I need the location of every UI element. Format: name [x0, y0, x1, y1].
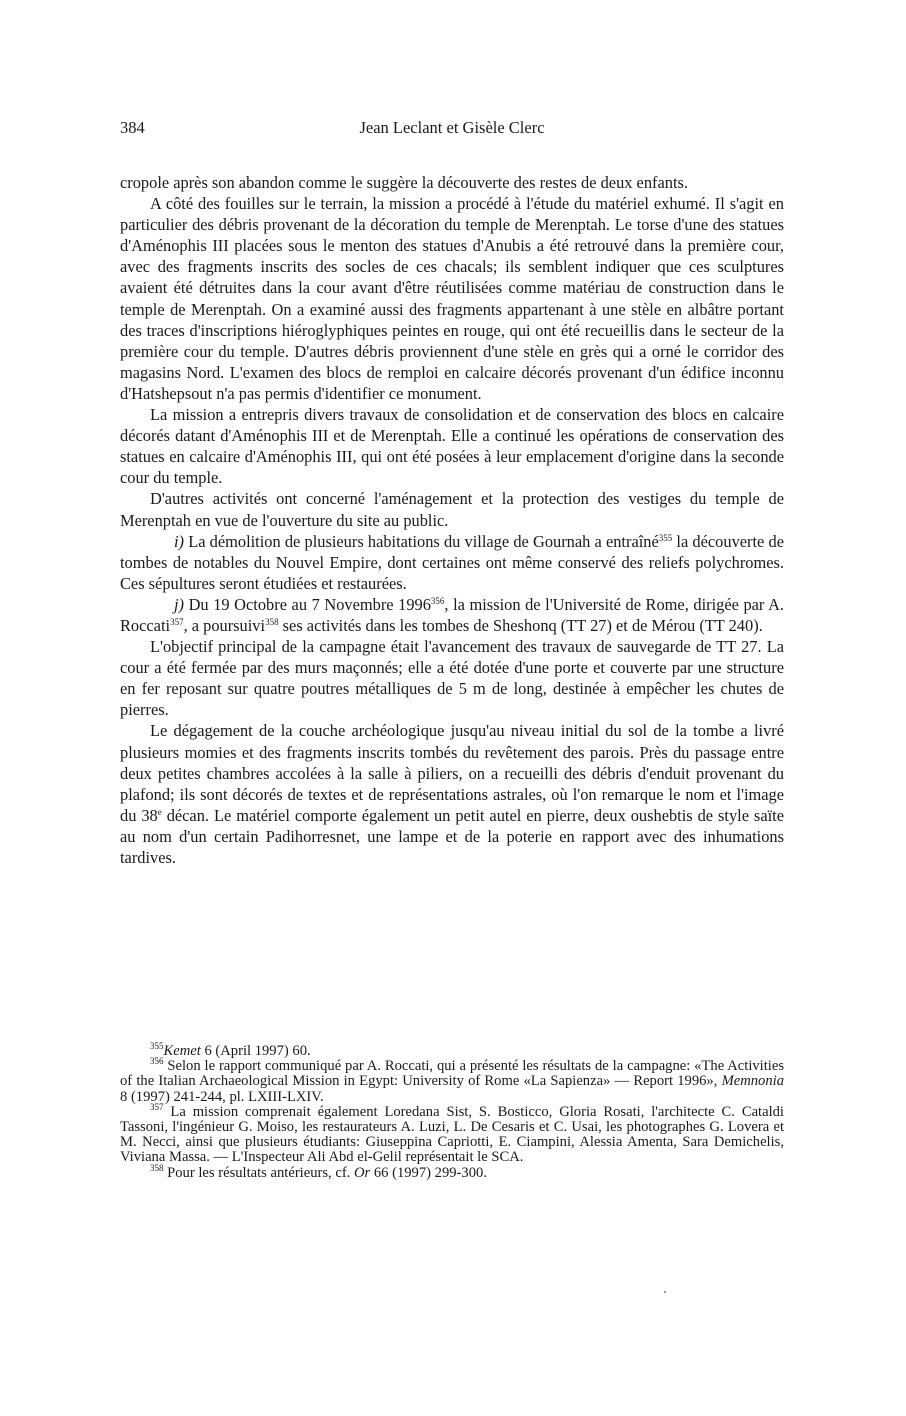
- text-run: Pour les résultats antérieurs, cf.: [163, 1164, 354, 1181]
- text-run: ses activités dans les tombes de Sheshonq (TT 27) et de Mérou (TT 240).: [278, 615, 763, 635]
- paragraph: La mission a entrepris divers travaux de consolidation et de conservation des blocs en calcaire décorés datant d'Aménophis III et de Merenptah. Elle a continué les opérations de conservation des statues en calcaire d'Aménophis III, qui ont été posées à leur emplacement d'origine dans la seconde cour du temple.: [120, 405, 784, 488]
- text-run: 66 (1997) 299-300.: [370, 1164, 487, 1181]
- page-header: [120, 118, 784, 144]
- footnote-ref[interactable]: 356: [430, 595, 445, 606]
- footnote-ref[interactable]: 358: [265, 616, 279, 627]
- text-run: La mission comprenait également Loredana Sist, S. Bosticco, Gloria Rosati, l'architecte C. Cataldi Tassoni, l'ingénieur G. Moiso, les restaurateurs A. Luzi, L. De Cesaris et C. Usai, les photographes G. Lovera et M. Necci, ainsi que plusieurs étudiants: Giuseppina Capriotti, E. Ciampini, Alessia Amenta, Sara Demichelis, Viviana Massa. — L'Inspecteur Ali Abd el-Gelil représentait le SCA.: [120, 1103, 784, 1166]
- body-text: [120, 172, 784, 868]
- footnote-number: 356: [150, 1056, 164, 1067]
- superscript: e: [157, 806, 162, 817]
- footnote-355: [120, 1041, 784, 1059]
- text-run: , la mission de l'Université de Rome, dirigée par A. Roccati: [120, 594, 785, 635]
- paragraph: A côté des fouilles sur le terrain, la mission a procédé à l'étude du matériel exhumé. Il s'agit en particulier des débris provenant de la décoration du temple de Merenptah. Le torse d'une des statues d'Aménophis III placées sous le menton des statues d'Anubis a été retrouvé dans la première cour, avec des fragments inscrits des socles de ces chacals; ils semblent indiquer que ces sculptures avaient été détruites dans la cour avant d'être réutilisées comme matériau de construction dans le temple de Merenptah. On a examiné aussi des fragments appartenant à une stèle en albâtre portant des traces d'inscriptions hiéroglyphiques peintes en rouge, qui ont été recueillis dans le secteur de la première cour du temple. D'autres débris proviennent d'une stèle en grès qui a orné le corridor des magasins Nord. L'examen des blocs de remploi en calcaire décorés provenant d'un édifice inconnu d'Hatshepsout n'a pas permis d'identifier ce monument.: [120, 194, 784, 403]
- item-label: i): [174, 531, 185, 551]
- text-run: Du 19 Octobre au 7 Novembre 1996: [184, 594, 431, 614]
- journal-title: Or: [353, 1164, 371, 1181]
- journal-title: Memnonia: [721, 1073, 784, 1090]
- text-run: décan. Le matériel comporte également un petit autel en pierre, deux oushebtis de style saïte au nom d'un certain Padihorresnet, une lampe et de la poterie en rapport avec des inhumations tardives.: [120, 805, 784, 867]
- text-run: 8 (1997) 241-244, pl. LXIII-LXIV.: [120, 1088, 324, 1105]
- journal-title: Kemet: [163, 1043, 201, 1059]
- text-run: Selon le rapport communiqué par A. Roccati, qui a présenté les résultats de la campagne: «The Activities of the Italian Archaeological Mission in Egypt: University of Rome «La Sapienza» — Report 1996»,: [120, 1058, 784, 1090]
- footnote-number: 355: [150, 1041, 164, 1051]
- footnote-357: [120, 1101, 784, 1166]
- page-number: 384: [120, 118, 145, 137]
- footnote-ref[interactable]: 355: [658, 532, 673, 543]
- text-run: 6 (April 1997) 60.: [200, 1043, 311, 1059]
- scan-speck: [664, 1291, 666, 1293]
- footnote-358: [120, 1162, 784, 1181]
- paragraph-item-i: [120, 531, 784, 594]
- paragraph-item-j: [120, 594, 784, 636]
- footnote-number: 358: [150, 1162, 164, 1173]
- footnote-ref[interactable]: 357: [170, 616, 184, 627]
- text-run: la découverte de tombes de notables du Nouvel Empire, dont certaines ont même conservé des reliefs polychromes. Ces sépultures seront étudiées et restaurées.: [120, 531, 784, 593]
- page: [120, 118, 785, 1181]
- item-label: j): [174, 594, 185, 614]
- paragraph: L'objectif principal de la campagne était l'avancement des travaux de sauvegarde de TT 27. La cour a été fermée par des murs maçonnés; elle a été dotée d'une porte et couverte par une structure en fer reposant sur quatre poutres métalliques de 5 m de long, destinée à empêcher les chutes de pierres.: [120, 637, 784, 720]
- text-run: La démolition de plusieurs habitations du village de Gournah a entraîné: [184, 531, 659, 551]
- paragraph: [120, 720, 784, 868]
- footnote-356: [120, 1056, 784, 1105]
- text-run: , a poursuivi: [183, 615, 266, 635]
- footnotes: [120, 1041, 784, 1181]
- running-head: Jean Leclant et Gisèle Clerc: [359, 118, 545, 137]
- text-run: Le dégagement de la couche archéologique jusqu'au niveau initial du sol de la tombe a livré plusieurs momies et des fragments inscrits tombés du revêtement des parois. Près du passage entre deux petites chambres accolées à la salle à piliers, on a recueilli des débris d'enduit provenant du plafond; ils sont décorés de textes et de représentations astrales, où l'on remarque le nom et l'image du 38: [120, 721, 784, 825]
- paragraph: D'autres activités ont concerné l'aménagement et la protection des vestiges du temple de Merenptah en vue de l'ouverture du site au public.: [120, 489, 784, 530]
- paragraph: cropole après son abandon comme le suggère la découverte des restes de deux enfants.: [120, 173, 688, 192]
- footnote-number: 357: [150, 1101, 164, 1112]
